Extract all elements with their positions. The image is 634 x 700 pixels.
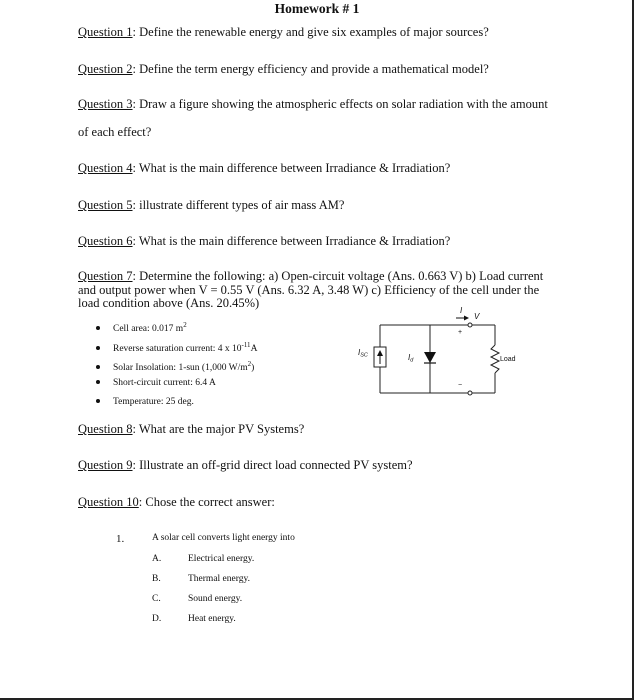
question-label: Question 8 [78, 422, 133, 436]
question-3 [78, 97, 548, 112]
question-text: : Determine the following: a) Open-circuit voltage (Ans. 0.663 V) b) Load current and output power when V = 0.55 V (Ans. 6.32 A, 3.48 W) c) Efficiency of the cell under the load condition above (Ans. 20.45%) [78, 269, 544, 310]
terminal-icon [468, 391, 472, 395]
terminal-icon [468, 323, 472, 327]
question-label: Question 10 [78, 495, 139, 509]
question-text: : What is the main difference between Irradiance & Irradiation? [132, 234, 451, 248]
list-item: Reverse saturation current: 4 x $10^{-11}A$ [96, 341, 257, 354]
question-2 [78, 62, 489, 77]
page-title: Homework # 1 [274, 1, 360, 16]
question-text: : illustrate different types of air mass AM? [132, 198, 345, 212]
isc-label: I [358, 348, 361, 357]
plus-sign: + [458, 329, 463, 336]
id-subscript: d [410, 357, 414, 364]
question-1 [78, 25, 489, 40]
pv-cell-circuit-diagram [340, 305, 530, 400]
question-3-continuation: of each effect? [78, 125, 152, 139]
question-label: Question 9 [78, 458, 133, 472]
mcq-question: A solar cell converts light energy into [152, 533, 295, 543]
question-6 [78, 234, 450, 249]
question-text: : Define the term energy efficiency and provide a mathematical model? [132, 62, 489, 76]
question-4 [78, 161, 450, 176]
question-text: : Illustrate an off-grid direct load connected PV system? [132, 458, 413, 472]
question-9 [78, 458, 413, 473]
question-label: Question 7 [78, 269, 133, 283]
list-item: Short-circuit current: 6.4 A [96, 378, 216, 388]
minus-sign: − [458, 382, 463, 389]
question-label: Question 1 [78, 25, 133, 39]
id-label: I [408, 353, 411, 362]
list-item: Temperature: 25 deg. [96, 397, 194, 407]
arrow-right-icon [464, 316, 469, 321]
question-8 [78, 422, 304, 437]
question-label: Question 2 [78, 62, 133, 76]
svg-text:Id [408, 353, 414, 364]
question-text: : Chose the correct answer: [138, 495, 275, 509]
question-text: : What is the main difference between Irradiance & Irradiation? [132, 161, 451, 175]
question-text: : What are the major PV Systems? [132, 422, 305, 436]
question-label: Question 5 [78, 198, 133, 212]
question-label: Question 6 [78, 234, 133, 248]
current-label: I [460, 306, 463, 315]
load-label: Load [500, 356, 516, 363]
question-10 [78, 495, 275, 510]
list-item: Solar Insolation: 1-sun (1,000 $W/m^2$) [96, 360, 254, 373]
isc-subscript: SC [360, 352, 368, 359]
question-5 [78, 198, 344, 213]
question-label: Question 3 [78, 97, 133, 111]
svg-text:ISC [358, 348, 368, 359]
question-label: Question 4 [78, 161, 133, 175]
voltage-label: V [474, 312, 480, 321]
list-item: Cell area: 0.017 $m^2$ [96, 321, 187, 334]
question-text: : Define the renewable energy and give six examples of major sources? [132, 25, 489, 39]
diode-icon [424, 352, 436, 363]
mcq-number: 1. [116, 533, 125, 545]
question-text: : Draw a figure showing the atmospheric effects on solar radiation with the amount [132, 97, 548, 111]
